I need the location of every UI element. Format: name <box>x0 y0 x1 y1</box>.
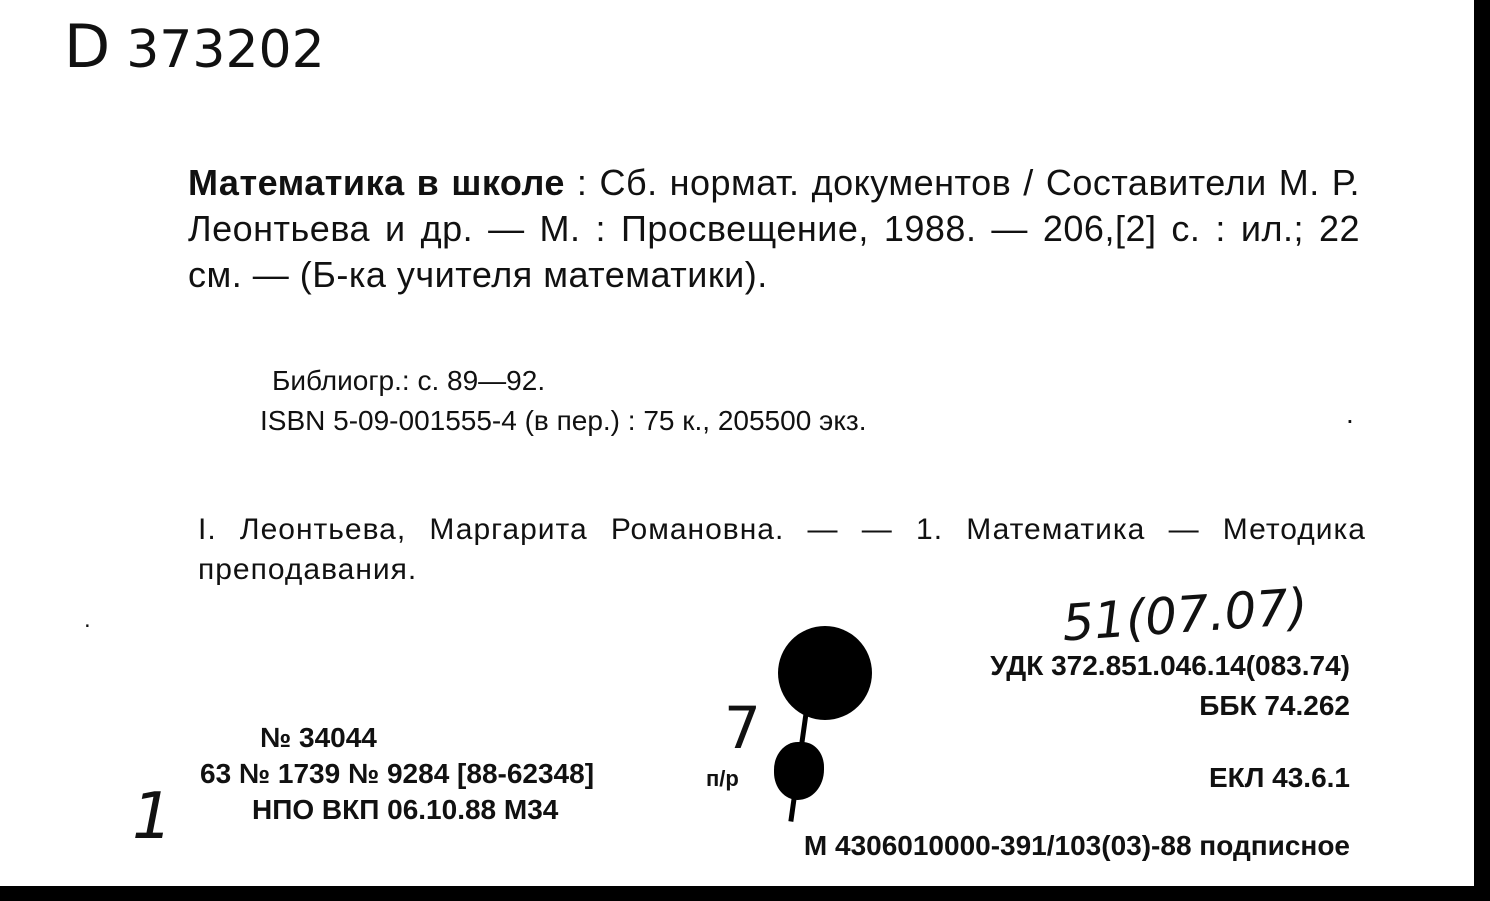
subscription-code: М 4306010000-391/103(03)-88 подписное <box>803 830 1350 861</box>
ekl-code: ЕКЛ 43.6.1 <box>1208 762 1350 793</box>
description-body: : Сб. нормат. документов / Составители М. Р. Леонтьева и др. — М. : Просвещение, 1988. — 206,[2] с. : ил.; 22 см. — (Б-ка учителя математики). <box>188 162 1360 295</box>
punch-hole <box>778 626 872 720</box>
udk-code: УДК 372.851.046.14(083.74) <box>990 650 1350 681</box>
speck-dot: . <box>84 606 91 633</box>
isbn-note: ISBN 5-09-001555-4 (в пер.) : 75 к., 205500 экз. <box>260 405 867 436</box>
pr-mark: п/р <box>706 766 739 791</box>
npo-line: НПО ВКП 06.10.88 М34 <box>252 794 559 825</box>
shelf-mark <box>64 14 325 82</box>
tracing-line: I. Леонтьева, Маргарита Романовна. — — 1. Математика — Методика преподавания. <box>198 513 1366 586</box>
shelf-mark-letter: D <box>64 12 113 82</box>
ink-blot <box>774 742 824 800</box>
bbk-code: ББК 74.262 <box>1199 690 1350 721</box>
book-title: Математика в школе <box>188 162 565 203</box>
handwritten-one: 1 <box>132 780 173 854</box>
speck-dot: . <box>1346 398 1354 429</box>
handwritten-class-number: 51(07.07) <box>1060 577 1310 653</box>
print-order-line: 63 № 1739 № 9284 [88-62348] <box>200 758 595 789</box>
bibliographic-description <box>188 160 1360 298</box>
bibliography-note: Библиогр.: с. 89—92. <box>272 365 546 396</box>
shelf-mark-number: 373202 <box>126 20 325 80</box>
handwritten-seven: 7 <box>724 694 761 762</box>
inventory-number: № 34044 <box>260 722 377 753</box>
